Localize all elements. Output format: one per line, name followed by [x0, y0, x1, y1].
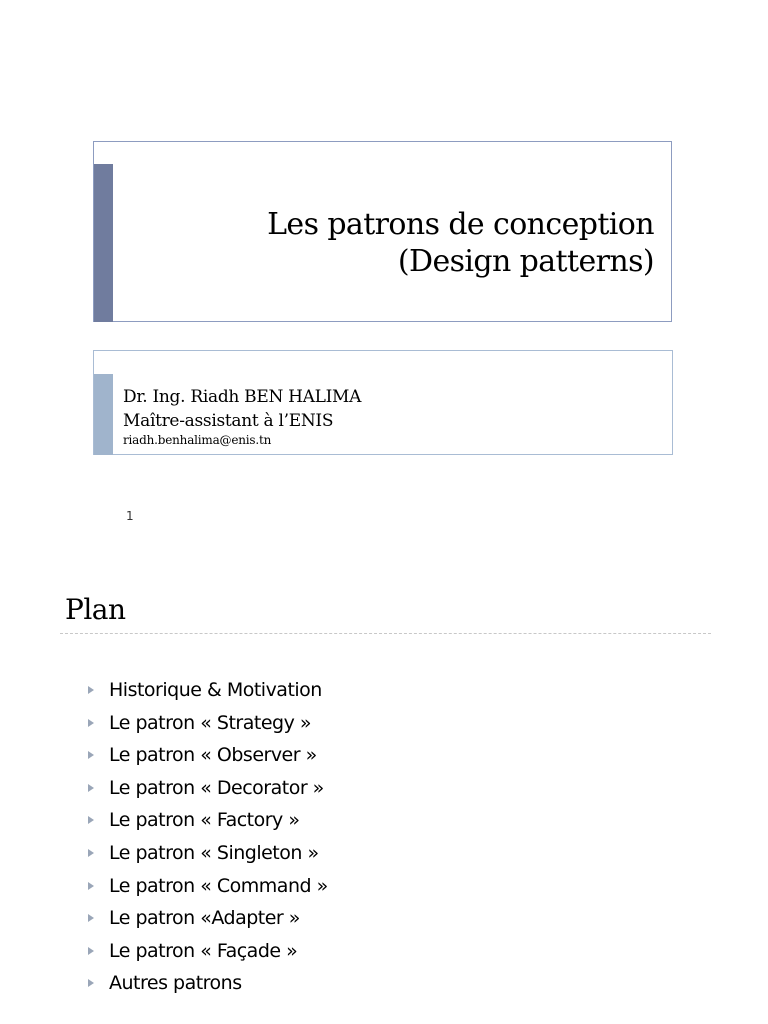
plan-item-label: Le patron « Command » [109, 874, 328, 897]
triangle-bullet-icon [88, 784, 94, 792]
slide-title-line-1: Les patrons de conception [267, 207, 654, 242]
author-name: Dr. Ing. Riadh BEN HALIMA [123, 387, 362, 407]
author-email: riadh.benhalima@enis.tn [123, 433, 272, 447]
slide-title [267, 206, 654, 280]
plan-item-label: Le patron « Singleton » [109, 841, 319, 864]
author-info [123, 385, 361, 447]
plan-item-label: Le patron « Observer » [109, 744, 317, 767]
plan-title: Plan [65, 593, 126, 626]
triangle-bullet-icon [88, 686, 94, 694]
title-box [93, 141, 672, 322]
triangle-bullet-icon [88, 914, 94, 922]
triangle-bullet-icon [88, 719, 94, 727]
author-box [93, 350, 673, 455]
page-number: 1 [126, 509, 134, 523]
author-accent-bar [94, 374, 113, 455]
author-role: Maître-assistant à l’ENIS [123, 411, 334, 431]
triangle-bullet-icon [88, 849, 94, 857]
plan-item-label: Le patron « Decorator » [109, 776, 324, 799]
triangle-bullet-icon [88, 882, 94, 890]
plan-item-label: Le patron « Façade » [109, 939, 298, 962]
plan-item-label: Le patron « Factory » [109, 809, 300, 832]
triangle-bullet-icon [88, 751, 94, 759]
plan-item-label: Le patron « Strategy » [109, 711, 311, 734]
plan-item-label: Historique & Motivation [109, 679, 322, 701]
plan-item-label: Autres patrons [109, 972, 242, 995]
triangle-bullet-icon [88, 947, 94, 955]
title-accent-bar [94, 164, 113, 322]
plan-divider [60, 633, 711, 634]
plan-item-label: Le patron «Adapter » [109, 907, 300, 930]
triangle-bullet-icon [88, 979, 94, 987]
triangle-bullet-icon [88, 816, 94, 824]
slide-title-line-2: (Design patterns) [397, 244, 654, 279]
